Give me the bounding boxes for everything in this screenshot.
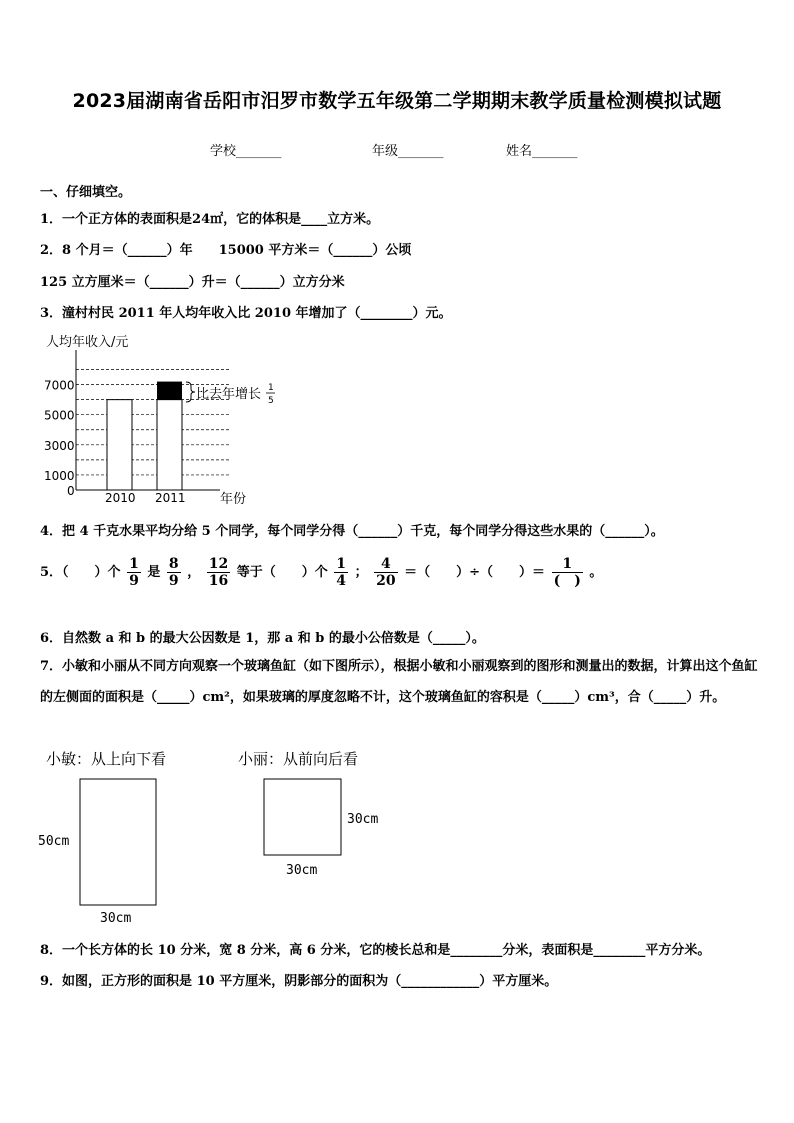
q5-part-6: ＝（ ）÷（ ）＝ xyxy=(404,565,546,580)
x-ticks xyxy=(105,491,186,505)
y-tick-label: 7000 xyxy=(44,378,75,393)
fraction-12-16: $\frac{12}{16}$ xyxy=(208,556,229,589)
question-8: 8．一个长方体的长 10 分米，宽 8 分米，高 6 分米，它的棱长总和是________分米，表面积是________平方分米。 xyxy=(40,943,711,958)
q5-part-1: 5．（ ）个 xyxy=(40,565,121,580)
front-view-height-label: 30cm xyxy=(347,812,379,827)
question-5 xyxy=(40,556,602,589)
x-tick-label: 2010 xyxy=(105,491,136,505)
annotation-frac-num: 1 xyxy=(268,383,274,393)
page-title: 2023届湖南省岳阳市汨罗市数学五年级第二学期期末教学质量检测模拟试题 xyxy=(72,90,722,112)
section-heading: 一、仔细填空。 xyxy=(40,185,132,200)
question-4: 4．把 4 千克水果平均分给 5 个同学，每个同学分得（______）千克，每个同学分得这些水果的（______）。 xyxy=(40,524,664,539)
xiaoli-view-label: 小丽：从前向后看 xyxy=(238,750,359,768)
fraction-1-blank: $\frac{1}{( )}$ xyxy=(553,556,581,589)
bar-2011-increase xyxy=(157,382,182,400)
y-axis-label: 人均年收入/元 xyxy=(46,335,129,350)
y-tick-label: 0 xyxy=(67,484,75,498)
bar-2011 xyxy=(157,400,182,490)
school-field: 学校_______ xyxy=(210,144,282,159)
fraction-1-9: $\frac{1}{9}$ xyxy=(129,556,139,589)
x-axis-label: 年份 xyxy=(220,492,247,507)
top-view-height-label: 50cm xyxy=(38,834,70,849)
question-9: 9．如图，正方形的面积是 10 平方厘米，阴影部分的面积为（____________）平方厘米。 xyxy=(40,974,558,989)
q5-part-2: 是 xyxy=(147,565,161,580)
y-tick-label: 3000 xyxy=(44,438,75,453)
question-3: 3．潼村村民 2011 年人均年收入比 2010 年增加了（________）元。 xyxy=(40,306,452,321)
income-bar-chart xyxy=(30,328,290,508)
q5-part-7: 。 xyxy=(589,565,603,580)
y-ticks xyxy=(44,379,75,498)
x-tick-label: 2011 xyxy=(155,491,186,505)
question-2-line-1: 2．8 个月＝（______）年 15000 平方米＝（______）公顷 xyxy=(40,243,412,258)
top-view-rectangle xyxy=(80,779,156,905)
name-field: 姓名_______ xyxy=(506,144,578,159)
y-tick-label: 5000 xyxy=(44,408,75,423)
y-tick-label: 1000 xyxy=(44,468,75,483)
annotation-frac-den: 5 xyxy=(268,396,274,406)
fish-tank-figure xyxy=(30,742,410,932)
fraction-8-9: $\frac{8}{9}$ xyxy=(168,556,179,589)
increase-brace xyxy=(186,382,195,402)
question-7: 7．小敏和小丽从不同方向观察一个玻璃鱼缸（如下图所示），根据小敏和小丽观察到的图形和测量出的数据，计算出这个鱼缸的左侧面的面积是（_____）cm²，如果玻璃的厚度忽略不计，这个玻璃鱼缸的容积是（_____）cm³，合（_____）升。 xyxy=(40,659,758,705)
question-1: 1．一个正方体的表面积是24㎡，它的体积是____立方米。 xyxy=(40,212,380,227)
q5-part-3: ， xyxy=(187,565,201,580)
bars xyxy=(107,382,182,490)
increase-annotation: 比去年增长 xyxy=(196,387,262,402)
q5-part-4: 等于（ ）个 xyxy=(236,565,328,580)
front-view-square xyxy=(264,779,341,855)
chart-grid xyxy=(76,370,230,475)
fraction-1-4: $\frac{1}{4}$ xyxy=(336,556,347,589)
top-view-width-label: 30cm xyxy=(100,911,132,926)
q5-part-5: ； xyxy=(354,565,368,580)
xiaomin-view-label: 小敏：从上向下看 xyxy=(46,750,167,768)
question-2-line-2: 125 立方厘米＝（______）升＝（______）立方分米 xyxy=(40,275,345,290)
question-6: 6．自然数 a 和 b 的最大公因数是 1，那 a 和 b 的最小公倍数是（_____）。 xyxy=(40,631,485,646)
grade-field: 年级_______ xyxy=(372,144,444,159)
bar-2010 xyxy=(107,400,132,490)
front-view-width-label: 30cm xyxy=(286,863,318,878)
fraction-4-20: $\frac{4}{20}$ xyxy=(376,556,396,589)
